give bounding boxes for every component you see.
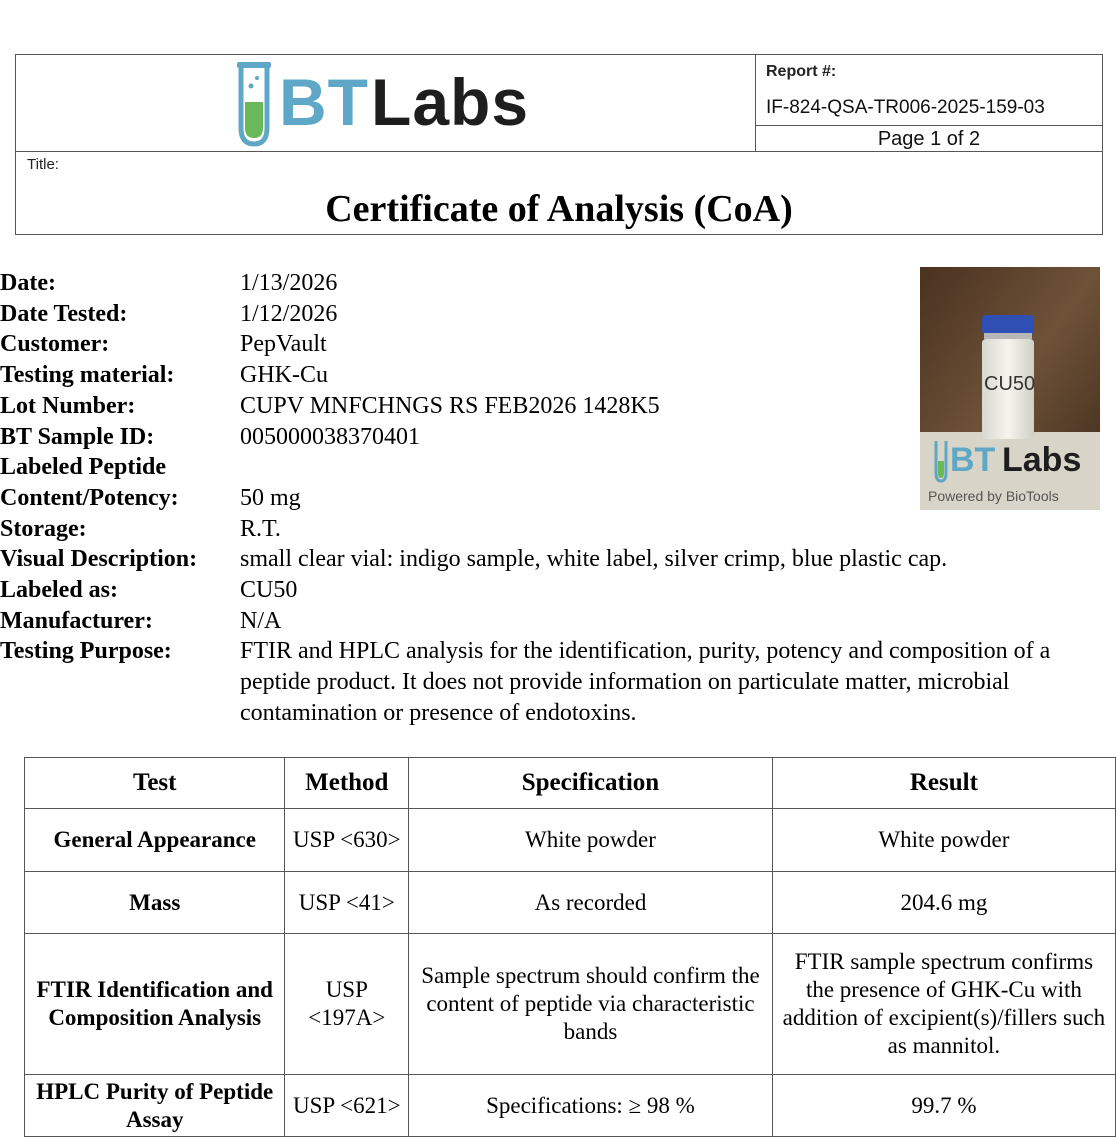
- cell-method: USP <197A>: [285, 934, 409, 1075]
- field-label: Testing material:: [0, 362, 175, 389]
- field-value: 1/12/2026: [240, 300, 338, 327]
- field-label: Content/Potency:: [0, 484, 179, 511]
- cell-method: USP <630>: [285, 809, 409, 872]
- document-title: Certificate of Analysis (CoA): [325, 188, 793, 230]
- title-label: Title:: [27, 156, 59, 173]
- watermark-bt: BT: [950, 441, 996, 479]
- field-label: Testing Purpose:: [0, 638, 172, 665]
- cell-method: USP <621>: [285, 1075, 409, 1137]
- results-table: [24, 757, 1116, 1137]
- field-value: CU50: [240, 577, 298, 604]
- title-cell: [16, 151, 1102, 235]
- cell-test: Mass: [25, 872, 285, 934]
- field-value: 50 mg: [240, 484, 301, 511]
- field-value: PepVault: [240, 331, 327, 358]
- cell-specification: As recorded: [409, 872, 773, 934]
- cell-specification: Specifications: ≥ 98 %: [409, 1075, 773, 1137]
- field-value: R.T.: [240, 515, 281, 542]
- field-label: Labeled as:: [0, 577, 119, 604]
- field-label: Lot Number:: [0, 392, 136, 419]
- report-label: Report #:: [766, 63, 837, 80]
- watermark-labs: Labs: [1002, 441, 1082, 479]
- vial-photo: [920, 267, 1100, 510]
- test-tube-icon: [231, 58, 277, 150]
- field-value: 005000038370401: [240, 423, 420, 450]
- field-value: FTIR and HPLC analysis for the identification, purity, potency and composition of a peptide product. It does not provide information on particulate matter, microbial contamination or presence of endotoxins.: [240, 638, 1051, 726]
- logo-text-bt: BT: [279, 65, 369, 139]
- field-label: Customer:: [0, 331, 110, 358]
- page-indicator: Page 1 of 2: [755, 125, 1103, 152]
- field-label: Storage:: [0, 515, 87, 542]
- field-label: Date Tested:: [0, 300, 128, 327]
- column-header-result: Result: [772, 758, 1115, 809]
- table-row: [25, 1075, 1116, 1137]
- column-header-test: Test: [25, 758, 285, 809]
- field-label: Manufacturer:: [0, 607, 153, 634]
- field-storage: [0, 514, 1116, 545]
- vial-label-text: CU50: [984, 373, 1036, 395]
- field-value: GHK-Cu: [240, 362, 328, 389]
- cell-result: FTIR sample spectrum confirms the presence of GHK-Cu with addition of excipient(s)/fillers such as mannitol.: [772, 934, 1115, 1075]
- header-box: [15, 54, 1103, 235]
- report-cell: [755, 55, 1103, 151]
- cell-result: 204.6 mg: [772, 872, 1115, 934]
- table-header-row: [25, 758, 1116, 809]
- logo-text-labs: Labs: [371, 65, 530, 139]
- btlabs-logo: [231, 58, 551, 150]
- cell-method: USP <41>: [285, 872, 409, 934]
- cell-specification: White powder: [409, 809, 773, 872]
- field-visual-description: [0, 544, 1116, 575]
- cell-test: FTIR Identification and Composition Analysis: [25, 934, 285, 1075]
- cell-test: General Appearance: [25, 809, 285, 872]
- table-row: [25, 872, 1116, 934]
- field-testing-purpose: [0, 636, 1116, 728]
- field-labeled-as: [0, 575, 1116, 606]
- field-value: N/A: [240, 607, 282, 634]
- column-header-method: Method: [285, 758, 409, 809]
- field-label: Date:: [0, 270, 56, 296]
- field-label: BT Sample ID:: [0, 423, 155, 450]
- cell-specification: Sample spectrum should confirm the content of peptide via characteristic bands: [409, 934, 773, 1075]
- cell-result: White powder: [772, 809, 1115, 872]
- logo-cell: [16, 55, 756, 151]
- field-manufacturer: [0, 606, 1116, 637]
- field-value: CUPV MNFCHNGS RS FEB2026 1428K5: [240, 392, 660, 419]
- cell-test: HPLC Purity of Peptide Assay: [25, 1075, 285, 1137]
- field-value: 1/13/2026: [240, 270, 338, 296]
- table-row: [25, 934, 1116, 1075]
- watermark-subtitle: Powered by BioTools: [928, 488, 1059, 504]
- field-label: Labeled Peptide: [0, 454, 166, 481]
- report-number: IF-824-QSA-TR006-2025-159-03: [766, 97, 1045, 118]
- field-value: small clear vial: indigo sample, white label, silver crimp, blue plastic cap.: [240, 546, 948, 573]
- field-label: Visual Description:: [0, 546, 198, 573]
- test-tube-icon: [932, 439, 950, 485]
- cell-result: 99.7 %: [772, 1075, 1115, 1137]
- column-header-specification: Specification: [409, 758, 773, 809]
- table-row: [25, 809, 1116, 872]
